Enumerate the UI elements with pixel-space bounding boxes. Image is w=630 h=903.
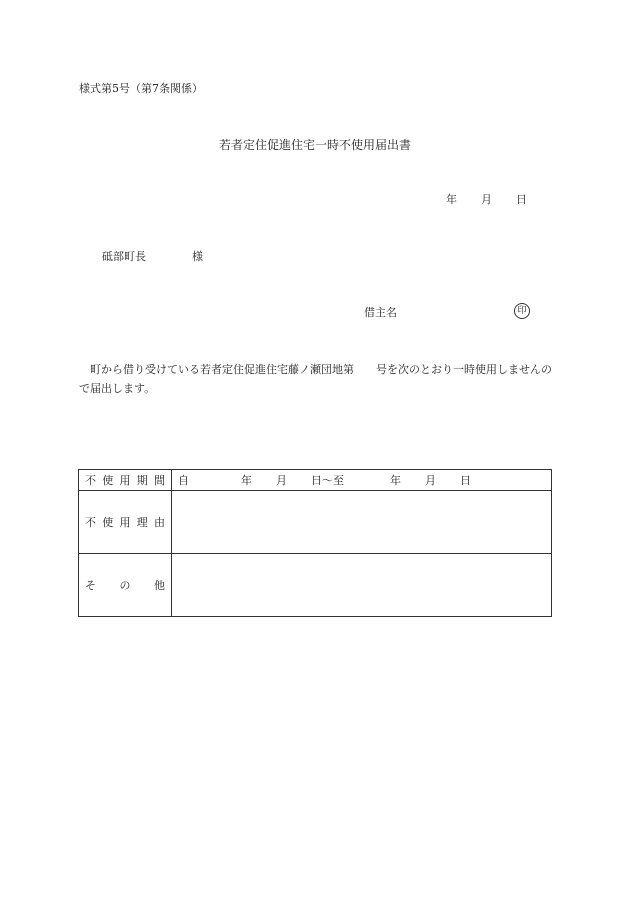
other-label: その他	[79, 554, 172, 617]
body-text: 町から借り受けている若者定住促進住宅藤ノ瀬団地第 号を次のとおり一時使用しませんので届出します。	[79, 363, 552, 395]
reason-value[interactable]	[172, 491, 552, 554]
document-title: 若者定住促進住宅一時不使用届出書	[218, 138, 411, 152]
date-month: 月	[481, 193, 492, 206]
period-year1: 年	[241, 474, 252, 487]
borrower-name-field	[364, 306, 397, 320]
table-row-reason	[79, 491, 552, 554]
borrower-label: 借主名	[364, 306, 397, 319]
table-row-period	[79, 470, 552, 491]
period-month2: 月	[425, 474, 436, 487]
period-from: 自	[178, 474, 189, 487]
addressee-name: 砥部町長	[102, 250, 146, 263]
period-year2: 年	[390, 474, 401, 487]
reason-label: 不使用理由	[79, 491, 172, 554]
period-day-to: 日～至	[311, 474, 344, 487]
period-month1: 月	[276, 474, 287, 487]
addressee-honorific: 様	[192, 250, 203, 263]
addressee	[102, 250, 203, 264]
date-line	[446, 193, 527, 207]
date-year: 年	[446, 193, 457, 206]
other-value[interactable]	[172, 554, 552, 617]
date-day: 日	[516, 193, 527, 206]
period-label: 不使用期間	[79, 470, 172, 491]
form-number: 様式第5号（第7条関係）	[79, 82, 203, 95]
seal-mark: 印	[514, 303, 530, 319]
period-day2: 日	[460, 474, 471, 487]
info-table	[78, 469, 552, 617]
period-value	[172, 470, 552, 491]
table-row-other	[79, 554, 552, 617]
